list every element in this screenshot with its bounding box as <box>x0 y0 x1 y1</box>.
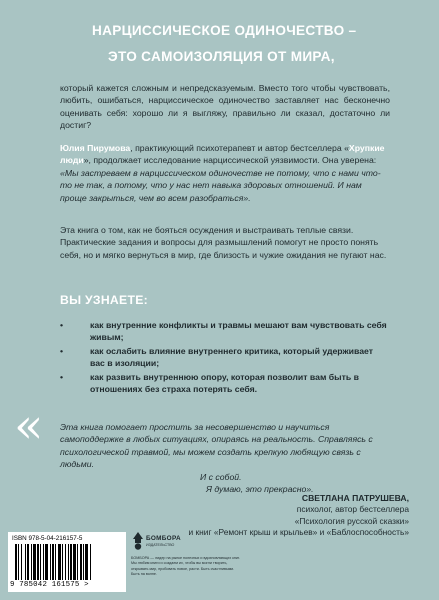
author-quote: «Мы застреваем в нарциссическом одиночестве не потому, что с нами что-то не так, а потому, что у нас нет навыка здоровых отношений. И нам проще закрыться, чем во всем разобраться». <box>60 167 381 203</box>
bullet-icon: • <box>60 320 64 330</box>
author-paragraph <box>60 142 390 204</box>
bullet-icon: • <box>60 346 64 356</box>
barcode-digits: 9 785042 161575 > <box>10 581 89 589</box>
learn-item-text: как ослабить влияние внутреннего критика, который удерживает вас в изоляции; <box>90 346 374 369</box>
author-text-1: , практикующий психотерапевт и автор бестселлера « <box>130 143 349 153</box>
publisher-subtitle: ИЗДАТЕЛЬСТВО <box>146 543 175 547</box>
review-author-role-3: и книг «Ремонт крыш и крыльев» и «Баблоспособность» <box>188 527 409 538</box>
publisher-name: БОМБОРА <box>146 535 181 542</box>
learn-item-text: как развить внутреннюю опору, которая позволит вам быть в отношениях без страха потерять себя. <box>90 372 359 395</box>
headline-line-2: ЭТО САМОИЗОЛЯЦИЯ ОТ МИРА, <box>108 49 335 64</box>
isbn-text: ISBN 978-5-04-216157-5 <box>12 535 83 542</box>
publisher-blurb: БОМБОРА — лидер на рынке полезных и вдохновляющих книг. Мы любим книги и создаем их, чтобы вы могли творить, открывать мир, пробовать новое, расти. Быть счастливыми. Быть на волне. <box>131 556 240 577</box>
review-quote <box>60 421 395 495</box>
bullet-icon: • <box>60 372 64 382</box>
author-name: Юлия Пирумова <box>60 143 131 153</box>
review-author-role-2: «Психология русской сказки» <box>294 515 409 526</box>
review-text: Эта книга помогает простить за несовершенство и научиться самоподдержке в любых ситуациях, опираясь на реальность. Справляясь с психологической травмой, мы можем создать крепкую любящую связь с людьми. <box>60 422 373 470</box>
review-author <box>149 493 409 539</box>
learn-heading: ВЫ УЗНАЕТЕ: <box>60 293 148 307</box>
author-text-2: », продолжает исследование нарциссической уязвимости. Она уверена: <box>83 155 377 166</box>
learn-item-text: как внутренние конфликты и травмы мешают вам чувствовать себя живым; <box>90 320 387 343</box>
quote-mark-icon: « <box>14 398 44 454</box>
book-title: Хрупкие люди <box>60 143 385 166</box>
barcode-icon <box>14 544 120 580</box>
review-author-role-1: психолог, автор бестселлера <box>296 504 409 515</box>
about-paragraph: Эта книга о том, как не бояться осуждения и выстраивать теплые связи. Практические задания и вопросы для размышлений помогут не просто понять себя, но и мягко вернуться в мир, где близость и чужие ожидания не пугают нас. <box>60 225 387 260</box>
review-line-2: И с собой. <box>200 471 242 482</box>
review-line-3: Я думаю, это прекрасно». <box>206 484 314 495</box>
barcode-block <box>8 532 126 592</box>
headline-line-1: НАРЦИССИЧЕСКОЕ ОДИНОЧЕСТВО – <box>92 23 357 38</box>
review-author-name: СВЕТЛАНА ПАТРУШЕВА, <box>301 493 409 503</box>
headline <box>92 18 412 70</box>
intro-paragraph: который кажется сложным и непредсказуемым. Вместо того чтобы чувствовать, любить, ошибаться, нарциссическое одиночество заставляет нас бесконечно оценивать себя: хорошо ли я выгляжу, правильно ли сказал, достаточно ли достиг? <box>60 83 390 131</box>
bombora-logo-icon <box>131 531 145 551</box>
